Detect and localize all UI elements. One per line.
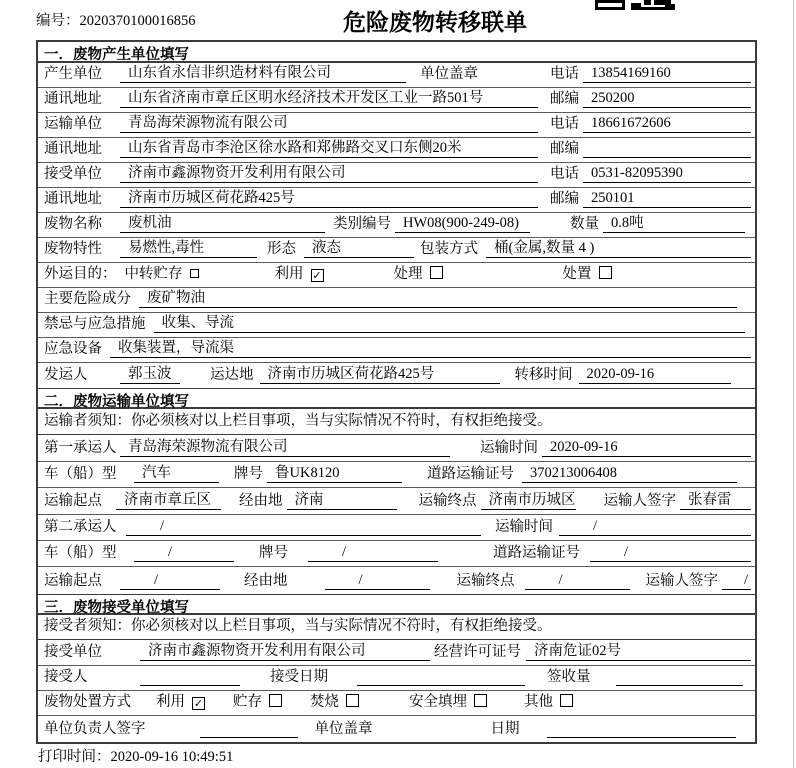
- zip-label: 邮编: [550, 141, 579, 157]
- qr-code-fragment: [595, 0, 677, 11]
- zip-label: 邮编: [550, 191, 579, 207]
- phone-label: 电话: [550, 116, 579, 132]
- zip-label: 邮编: [550, 91, 579, 107]
- purpose-label: 外运目的：: [44, 266, 117, 282]
- carrier-sign1-value: 张春雷: [680, 488, 751, 510]
- waste-name-row: [38, 213, 755, 238]
- address-label: 通讯地址: [44, 141, 102, 157]
- checkbox-icon: [190, 269, 199, 278]
- receiver-address-row: [38, 188, 755, 213]
- shipper-value: 郭玉波: [120, 362, 180, 384]
- manager-sign-value: [200, 737, 298, 738]
- route1-row: [38, 488, 755, 514]
- transporter-value: 青岛海荣源物流有限公司: [120, 111, 538, 133]
- receiver-value: 济南市鑫源物资开发利用有限公司: [120, 161, 538, 183]
- transport-time-label: 运输时间: [480, 439, 538, 456]
- producer-value: 山东省永信非织造材料有限公司: [120, 61, 406, 83]
- accept-date-label: 接受日期: [270, 668, 328, 685]
- receiver-phone-value: 0531-82095390: [583, 165, 751, 183]
- waste-name-label: 废物名称: [44, 216, 102, 232]
- hazard-value: 废矿物油: [139, 286, 737, 308]
- form-label: 形态: [267, 241, 296, 257]
- accept-date-value: [357, 685, 525, 686]
- checkbox-icon: [430, 266, 443, 279]
- equipment-label: 应急设备: [44, 341, 102, 357]
- taboo-measures-row: [38, 313, 755, 338]
- section-producer: [38, 42, 755, 388]
- checkbox-icon: [269, 694, 282, 707]
- checkbox-icon: [560, 694, 573, 707]
- road-license1-value: 370213006408: [522, 465, 737, 483]
- shipper-row: [38, 363, 755, 388]
- signed-amount-value: [616, 685, 744, 686]
- purpose-option-dispose: 处置: [563, 262, 612, 283]
- via-label: 经由地: [244, 572, 288, 589]
- section3-header: 三．废物接受单位填写: [38, 594, 755, 615]
- producer-phone-value: 13854169160: [583, 65, 751, 83]
- plate1-value: 鲁UK8120: [267, 461, 402, 483]
- receiver-notice-row: [38, 615, 755, 640]
- producer-zip-value: 250200: [583, 90, 751, 108]
- disposal-method-row: [38, 691, 755, 716]
- carrier-sign2-value: /: [722, 572, 751, 590]
- carrier-sign-label: 运输人签字: [603, 492, 676, 509]
- carrier2-label: 第二承运人: [44, 518, 117, 535]
- checkbox-icon: [346, 694, 359, 707]
- notice-label: 接受者须知：: [44, 618, 131, 635]
- hazard-component-row: [38, 288, 755, 313]
- second-carrier-row: [38, 515, 755, 541]
- manager-sign-label: 单位负责人签字: [44, 720, 146, 737]
- checkbox-checked-icon: ✓: [193, 697, 204, 711]
- road-license-label: 道路运输证号: [493, 545, 580, 562]
- origin1-value: 济南市章丘区: [116, 488, 221, 510]
- accepting-unit-label: 接受单位: [44, 643, 102, 660]
- section-receiver: [38, 594, 755, 742]
- transfer-time-label: 转移时间: [514, 367, 573, 383]
- accepting-unit-value: 济南市鑫源物资开发利用有限公司: [140, 639, 430, 661]
- quantity-label: 数量: [570, 216, 599, 232]
- producer-unit-row: [38, 63, 755, 88]
- disposal-option-other: 其他: [524, 690, 573, 711]
- carrier1-label: 第一承运人: [44, 439, 117, 456]
- via2-value: /: [325, 572, 430, 590]
- phone-label: 电话: [550, 66, 579, 82]
- category-value: HW08(900-249-08): [395, 215, 530, 233]
- section-transporter: [38, 388, 755, 594]
- page-title: 危险废物转移联单: [343, 10, 527, 36]
- character-value: 易燃性,毒性: [120, 236, 257, 258]
- transporter-address-value: 山东省青岛市李沧区徐水路和郑佛路交叉口东侧20米: [120, 136, 538, 158]
- endpoint1-value: 济南市历城区: [481, 488, 576, 510]
- page-edge-line: [793, 0, 794, 768]
- transporter-phone-value: 18661672606: [583, 115, 751, 133]
- road-license-label: 道路运输证号: [427, 466, 514, 483]
- via1-value: 济南: [287, 488, 397, 510]
- transporter-zip-value: [583, 157, 751, 158]
- disposal-option-landfill: 安全填埋: [409, 690, 487, 711]
- category-label: 类别编号: [333, 216, 391, 232]
- accepting-unit-row: [38, 640, 755, 665]
- road-license2-value: /: [590, 544, 751, 562]
- endpoint2-value: /: [525, 572, 630, 590]
- document-header: [0, 0, 796, 40]
- packing-value: 桶(金属,数量 4 ): [486, 236, 751, 258]
- purpose-option-storage: 中转贮存: [125, 262, 199, 283]
- address-label: 通讯地址: [44, 91, 102, 107]
- vehicle-type2-value: /: [134, 544, 234, 562]
- checkbox-icon: [474, 694, 487, 707]
- producer-address-row: [38, 88, 755, 113]
- doc-number-label: 编号：: [36, 13, 80, 29]
- plate-label: 牌号: [234, 466, 263, 483]
- destination-label: 运达地: [210, 367, 254, 383]
- disposal-option-incinerate: 焚烧: [310, 690, 359, 711]
- receiver-label: 接受单位: [44, 166, 102, 182]
- disposal-option-store: 贮存: [233, 690, 282, 711]
- transfer-time-value: 2020-09-16: [579, 366, 732, 384]
- recipient-value: [140, 685, 240, 686]
- transporter-notice-row: [38, 409, 755, 435]
- endpoint-label: 运输终点: [418, 492, 477, 509]
- unit-seal-label: 单位盖章: [420, 66, 478, 82]
- origin-label: 运输起点: [44, 492, 102, 509]
- transport-time2-value: /: [559, 518, 751, 536]
- print-time-label: 打印时间：: [38, 749, 111, 765]
- carrier-sign-label: 运输人签字: [645, 572, 718, 589]
- disposal-option-utilize: 利用 ✓: [156, 694, 204, 711]
- unit-seal-label: 单位盖章: [314, 720, 373, 737]
- plate2-value: /: [308, 544, 438, 562]
- producer-address-value: 山东省济南市章丘区明水经济技术开发区工业一路501号: [120, 86, 538, 108]
- origin-label: 运输起点: [44, 572, 102, 589]
- origin2-value: /: [120, 572, 220, 590]
- print-time-value: 2020-09-16 10:49:51: [110, 749, 234, 765]
- transporter-label: 运输单位: [44, 116, 102, 132]
- carrier2-value: /: [126, 518, 481, 536]
- equipment-value: 收集装置，导流渠: [110, 336, 751, 358]
- route2-row: [38, 567, 755, 593]
- recipient-label: 接受人: [44, 668, 88, 685]
- hazard-label: 主要危险成分: [44, 291, 131, 307]
- quantity-value: 0.8吨: [603, 211, 745, 233]
- carrier1-value: 青岛海荣源物流有限公司: [120, 435, 450, 457]
- permit-label: 经营许可证号: [434, 643, 521, 660]
- transport-time-label: 运输时间: [495, 518, 553, 535]
- receiver-zip-value: 250101: [583, 190, 751, 208]
- doc-number-value: 2020370100016856: [79, 13, 196, 29]
- packing-label: 包装方式: [420, 241, 478, 257]
- notice-label: 运输者须知：: [44, 413, 131, 430]
- vehicle-type-label: 车（船）型: [44, 545, 117, 562]
- transfer-manifest-form: [36, 40, 757, 744]
- first-carrier-row: [38, 435, 755, 461]
- purpose-option-utilize: 利用 ✓: [274, 266, 322, 282]
- print-time: [38, 745, 233, 766]
- checkbox-icon: [599, 266, 612, 279]
- vehicle-type-label: 车（船）型: [44, 466, 117, 483]
- plate-label: 牌号: [259, 545, 288, 562]
- taboo-label: 禁忌与应急措施: [44, 316, 146, 332]
- via-label: 经由地: [239, 492, 283, 509]
- recipient-row: [38, 666, 755, 691]
- character-label: 废物特性: [44, 241, 102, 257]
- taboo-value: 收集、导流: [154, 311, 746, 333]
- permit-value: 济南危证02号: [526, 639, 751, 661]
- transporter-address-row: [38, 138, 755, 163]
- producer-label: 产生单位: [44, 66, 102, 82]
- shipper-label: 发运人: [44, 367, 88, 383]
- checkbox-checked-icon: ✓: [312, 269, 322, 282]
- notice-text: 你必须核对以上栏目事项，当与实际情况不符时，有权拒绝接受。: [131, 618, 552, 635]
- date-value: [547, 737, 737, 738]
- waste-character-row: [38, 238, 755, 263]
- vehicle1-row: [38, 462, 755, 488]
- signed-amount-label: 签收量: [547, 668, 591, 685]
- transfer-purpose-row: [38, 263, 755, 288]
- transporter-unit-row: [38, 113, 755, 138]
- manager-signature-row: [38, 716, 755, 741]
- waste-name-value: 废机油: [120, 211, 325, 233]
- phone-label: 电话: [550, 166, 579, 182]
- endpoint-label: 运输终点: [456, 572, 515, 589]
- notice-text: 你必须核对以上栏目事项，当与实际情况不符时，有权拒绝接受。: [131, 413, 552, 430]
- section2-header: 二．废物运输单位填写: [38, 388, 755, 409]
- receiver-unit-row: [38, 163, 755, 188]
- form-value: 液态: [304, 236, 414, 258]
- vehicle-type1-value: 汽车: [134, 461, 219, 483]
- section1-header: 一．废物产生单位填写: [38, 42, 755, 63]
- vehicle2-row: [38, 541, 755, 567]
- date-label: 日期: [490, 720, 520, 737]
- address-label: 通讯地址: [44, 191, 102, 207]
- emergency-equipment-row: [38, 338, 755, 363]
- receiver-address-value: 济南市历城区荷花路425号: [120, 186, 538, 208]
- purpose-option-treat: 处理: [394, 262, 443, 283]
- destination-value: 济南市历城区荷花路425号: [260, 362, 500, 384]
- transport-time1-value: 2020-09-16: [542, 439, 751, 457]
- disposal-label: 废物处置方式: [44, 694, 131, 711]
- doc-number: [36, 9, 196, 30]
